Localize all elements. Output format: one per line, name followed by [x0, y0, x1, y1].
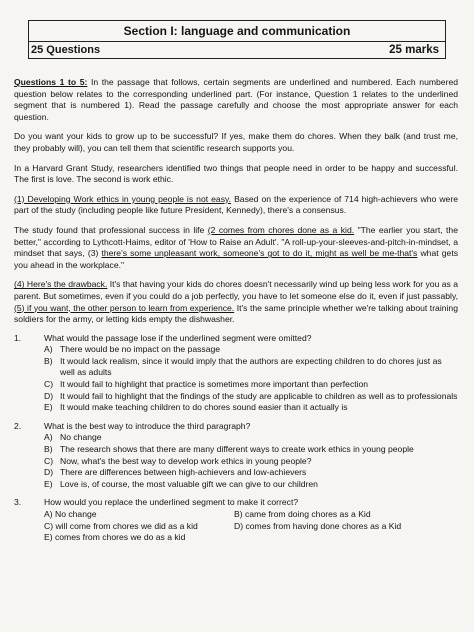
option-letter: C)	[44, 455, 54, 466]
option-3a[interactable]	[44, 509, 234, 521]
section-header-row	[28, 41, 446, 59]
option-text: It would lack realism, since it would imply that the authors are expecting children to do chores just as well as adults	[60, 355, 442, 378]
passage-paragraph-5	[14, 279, 458, 325]
passage-paragraph-5-a: It's that having your kids do chores doesn't necessarily wind up being less work for you as a parent. But sometimes, even if you could do a job perfectly, you have to let someone else do it, even if just passably,	[14, 279, 458, 301]
option-1e[interactable]	[14, 402, 458, 414]
option-letter: E)	[44, 478, 53, 489]
underlined-segment-1: (1) Developing Work ethics in young people is not easy.	[14, 193, 232, 204]
passage-paragraph-4-c: what gets you ahead in the workplace."	[14, 248, 458, 270]
option-text: There are differences between high-achievers and low-achievers	[60, 467, 307, 478]
question-number: 3.	[14, 497, 22, 508]
option-1a[interactable]	[14, 344, 458, 356]
option-text: It would fail to highlight that practice is sometimes more important than perfection	[60, 379, 369, 390]
instructions-text: In the passage that follows, certain segments are underlined and numbered. Each numbered question below relates to the corresponding underlined part. (For instance, Question 1 relates to the underlined segment that is numbered 1). Read the passage carefully and choose the most appropriate answer for each question.	[14, 77, 458, 122]
questions-count: 25 Questions	[31, 44, 101, 56]
option-letter: B)	[44, 444, 53, 455]
option-2b[interactable]	[14, 444, 458, 456]
question-text: What would the passage lose if the underlined segment were omitted?	[44, 332, 312, 343]
passage-paragraph-3	[14, 194, 458, 217]
passage-paragraph-4-a: The study found that professional success in life	[14, 224, 208, 235]
option-text: comes from chores we do as a kid	[54, 532, 186, 543]
option-3d[interactable]	[234, 521, 458, 533]
option-text: Love is, of course, the most valuable gift we can give to our children	[60, 478, 318, 489]
option-2e[interactable]	[14, 479, 458, 491]
option-letter: C)	[44, 379, 54, 390]
option-letter: D)	[44, 467, 54, 478]
passage-paragraph-4-b: "The earlier you start, the better," according to Lythcott-Haims, editor of 'How to Raise an Adult'. "A roll-up-your-sleeves-and-pitch-in-mindset, a mindset that says, (3)	[14, 224, 458, 259]
option-letter: A)	[44, 509, 53, 519]
option-text: No change	[54, 509, 97, 519]
option-letter: E)	[44, 532, 53, 543]
option-letter: A)	[44, 432, 53, 443]
option-text: comes from having done chores as a Kid	[245, 520, 402, 531]
question-number: 1.	[14, 332, 22, 343]
instructions	[14, 77, 458, 123]
option-text: No change	[60, 432, 102, 443]
question-number: 2.	[14, 420, 22, 431]
option-text: It would fail to highlight that the findings of the study are applicable to children as well as to professionals	[60, 390, 458, 401]
question-3-options	[14, 509, 458, 544]
section-title: Section I: language and communication	[28, 20, 446, 41]
option-3e[interactable]	[44, 532, 234, 544]
marks-total: 25 marks	[389, 44, 439, 56]
option-letter: D)	[44, 390, 54, 401]
passage-paragraph-3-rest: Based on the experience of 714 high-achievers who were part of the study (including people like future President, Kennedy), there's a consensus.	[14, 193, 458, 216]
option-text: The research shows that there are many different ways to create work ethics in young people	[60, 444, 414, 455]
question-text: How would you replace the underlined segment to make it correct?	[44, 497, 299, 508]
option-text: It would make teaching children to do chores sound easier than it actually is	[60, 402, 348, 413]
underlined-segment-3: there's some unpleasant work, someone's got to do it, might as well be me-that's	[101, 248, 418, 259]
option-1d[interactable]	[14, 391, 458, 403]
question-text: What is the best way to introduce the third paragraph?	[44, 420, 251, 431]
question-2	[14, 421, 458, 433]
option-text: will come from chores we did as a kid	[55, 520, 198, 531]
option-1b[interactable]	[14, 356, 458, 379]
option-1c[interactable]	[14, 379, 458, 391]
passage-paragraph-2: In a Harvard Grant Study, researchers identified two things that people need in order to be happy and successful. The first is love. The second is work ethic.	[14, 162, 458, 185]
option-text: There would be no impact on the passage	[60, 344, 221, 355]
option-letter: A)	[44, 344, 53, 355]
question-1	[14, 333, 458, 345]
option-2a[interactable]	[14, 432, 458, 444]
option-letter: C)	[44, 520, 54, 531]
option-3b[interactable]	[234, 509, 458, 521]
option-text: Now, what's the best way to develop work ethics in young people?	[60, 455, 312, 466]
option-letter: E)	[44, 402, 53, 413]
instructions-lead: Questions 1 to 5:	[14, 77, 88, 87]
passage-paragraph-1: Do you want your kids to grow up to be successful? If yes, make them do chores. When they balk (and trust me, they probably will), you can tell them that scientific research supports you.	[14, 131, 458, 153]
option-3c[interactable]	[44, 521, 234, 533]
option-letter: B)	[234, 509, 243, 519]
underlined-segment-4: (4) Here's the drawback.	[14, 279, 108, 290]
passage-paragraph-5-b: It's the same principle whether we're talking about training soldiers for the army, or letting kids empty the dishwasher.	[14, 302, 458, 325]
underlined-segment-2: (2 comes from chores done as a kid.	[207, 224, 355, 235]
underlined-segment-5: (5) if you want, the other person to learn from experience.	[14, 302, 235, 313]
question-3	[14, 497, 458, 509]
option-letter: D)	[234, 520, 244, 531]
option-letter: B)	[44, 355, 53, 366]
option-2d[interactable]	[14, 467, 458, 479]
option-2c[interactable]	[14, 456, 458, 468]
passage-paragraph-4	[14, 225, 458, 271]
option-text: came from doing chores as a Kid	[244, 509, 371, 519]
